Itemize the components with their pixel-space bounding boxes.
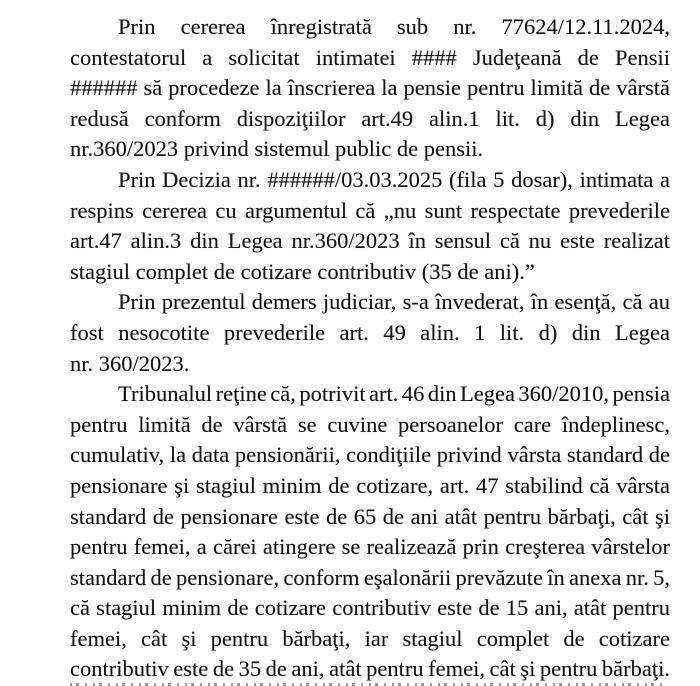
text-line [70, 134, 670, 165]
text-line-content: Prin Decizia nr. ######/03.03.2025 (fila 5 dosar), intimata a [118, 166, 670, 192]
text-line-content: respins cererea cu argumentul că „nu sunt respectate prevederile [70, 197, 670, 223]
text-line [70, 43, 670, 74]
text-line [70, 563, 670, 594]
text-line [70, 257, 670, 288]
text-line-content: contestatorul a solicitat intimatei #### Judeţeană de Pensii [70, 44, 670, 70]
text-line-content: nr.360/2023 privind sistemul public de pensii. [70, 136, 484, 162]
text-line-content: ###### să procedeze la înscrierea la pensie pentru limită de vârstă [70, 75, 670, 101]
text-line-content: standard de pensionare este de 65 de ani atât pentru bărbaţi, cât şi [70, 503, 670, 529]
text-line [70, 73, 670, 104]
text-line-content: redusă conform dispoziţiilor art.49 alin.1 lit. d) din Legea [70, 105, 670, 131]
text-line-content: pensionare şi stagiul minim de cotizare, art. 47 stabilind că vârsta [70, 472, 670, 498]
text-line [70, 440, 670, 471]
text-line [70, 196, 670, 227]
text-line-content: Tribunalul reţine că, potrivit art. 46 din Legea 360/2010, pensia [118, 381, 670, 407]
text-line [70, 379, 670, 410]
text-line [70, 593, 670, 624]
text-line [70, 349, 670, 380]
text-line [70, 226, 670, 257]
text-line-content: fost nesocotite prevederile art. 49 alin. 1 lit. d) din Legea [70, 319, 670, 345]
text-line [70, 12, 670, 43]
text-line [70, 287, 670, 318]
text-line-content: că stagiul minim de cotizare contributiv este de 15 ani, atât pentru [70, 595, 670, 621]
text-line [70, 624, 670, 655]
text-line-content: stagiul complet de cotizare contributiv (35 de ani).” [70, 258, 535, 284]
text-line [70, 410, 670, 441]
text-line-content: femei, cât şi pentru bărbaţi, iar stagiul complet de cotizare [70, 625, 670, 651]
text-line-content: Prin prezentul demers judiciar, s-a învederat, în esenţă, că au [118, 289, 670, 315]
text-line [70, 532, 670, 563]
text-line-content: pentru limită de vârstă se cuvine persoanelor care îndeplinesc, [70, 411, 670, 437]
text-line-content: art.47 alin.3 din Legea nr.360/2023 în sensul că nu este realizat [70, 228, 670, 254]
document-body [70, 12, 670, 685]
text-line-content: nr. 360/2023. [70, 350, 190, 376]
text-line [70, 165, 670, 196]
text-line-content: pentru femei, a cărei atingere se realizează prin creşterea vârstelor [70, 534, 670, 560]
text-line-content: contributiv este de 35 de ani, atât pentru femei, cât şi pentru bărbaţi. [70, 656, 670, 682]
text-line [70, 654, 670, 685]
text-line-content: Prin cererea înregistrată sub nr. 77624/12.11.2024, [118, 14, 670, 39]
text-line [70, 471, 670, 502]
text-line-content: standard de pensionare, conform eşalonării prevăzute în anexa nr. 5, [70, 564, 670, 590]
text-line [70, 318, 670, 349]
text-line [70, 502, 670, 533]
text-line-content: cumulativ, la data pensionării, condiţiile privind vârsta standard de [70, 442, 670, 468]
text-line [70, 104, 670, 135]
